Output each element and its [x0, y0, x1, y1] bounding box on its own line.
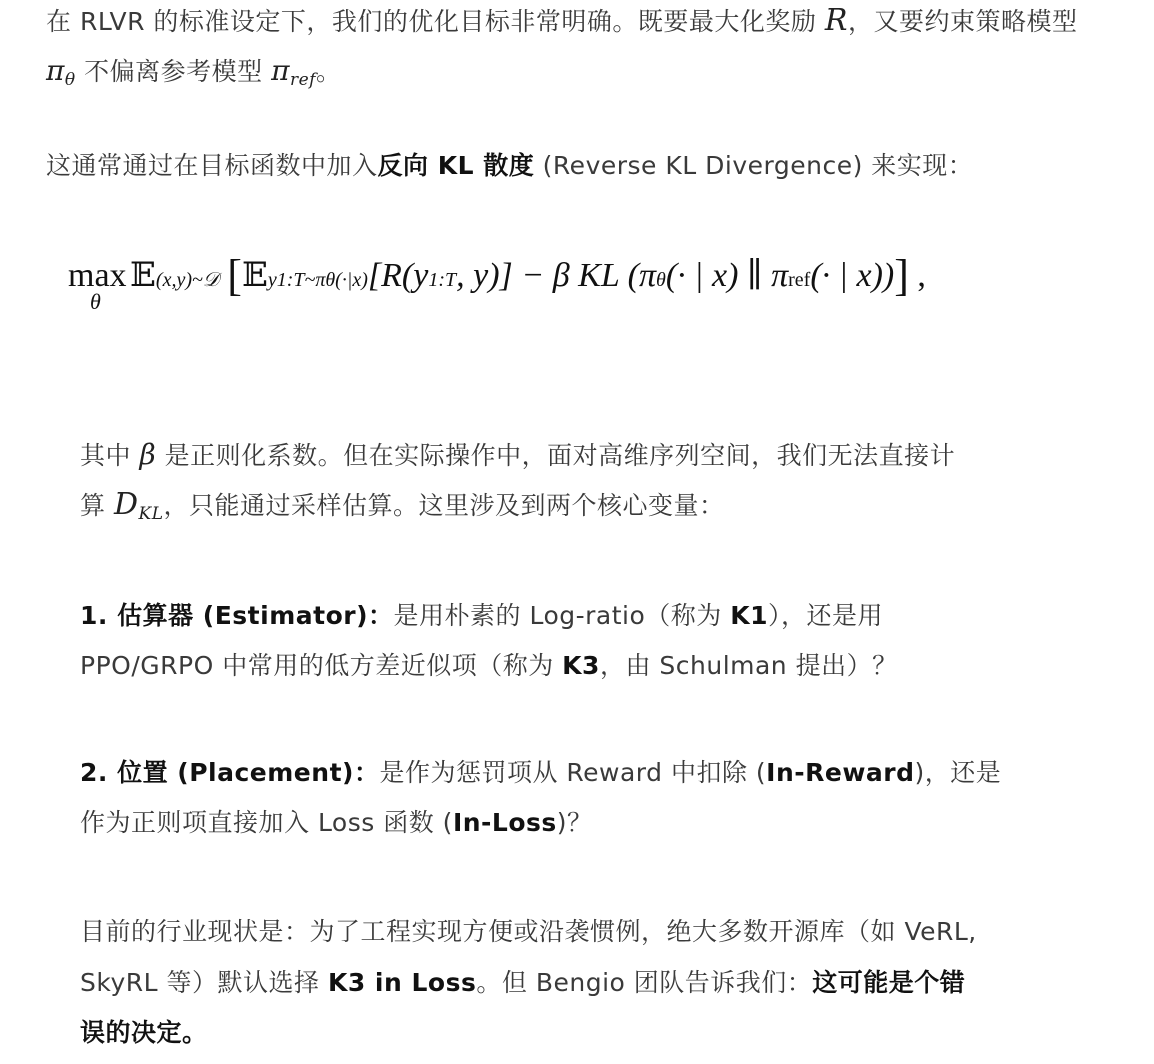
intro-text: ，又要约束策略模型: [847, 7, 1078, 36]
reward-term: [R(y: [367, 257, 429, 294]
intro-text: 。: [315, 57, 342, 86]
intro-text: 在 RLVR 的标准设定下，我们的优化目标非常明确。既要最大化奖励: [46, 7, 825, 36]
expectation-inner: 𝔼: [241, 257, 268, 294]
kl-term: − β KL (π: [512, 257, 656, 294]
objective-formula: max θ 𝔼(x,y)~𝒟 [𝔼y1:T~πθ(·|x)[R(y1:T, y)] − β KL (πθ(· | x) ∥ πref(· | x))] ,: [68, 251, 926, 314]
conclusion-emphasis-end: 误的决定。: [80, 1018, 208, 1047]
regularization-line-2: 算 $D_{KL}$，只能通过采样估算。这里涉及到两个核心变量：: [80, 487, 725, 524]
industry-line-3: [80, 1013, 208, 1049]
policy-symbol: π: [46, 54, 65, 87]
conclusion-emphasis: 这可能是个错: [812, 968, 966, 997]
intro-line-1: [46, 2, 1077, 38]
kl-intro-text: (Reverse KL Divergence) 来实现：: [534, 151, 974, 180]
industry-line-2: SkyRL 等）默认选择 K3 in Loss。但 Bengio 团队告诉我们：这可能是个错: [80, 968, 966, 997]
kl-divergence-symbol: D: [113, 487, 139, 522]
intro-line-2: [46, 52, 341, 90]
estimator-heading: 1. 估算器 (Estimator)：: [80, 601, 394, 630]
estimator-line-1: 1. 估算器 (Estimator)：是用朴素的 Log-ratio（称为 K1），还是用: [80, 601, 884, 630]
beta-symbol: β: [139, 438, 157, 471]
reverse-kl-term: 反向 KL 散度: [377, 151, 535, 180]
in-reward-label: In-Reward: [766, 758, 915, 787]
estimator-line-2: PPO/GRPO 中常用的低方差近似项（称为 K3，由 Schulman 提出）？: [80, 651, 898, 680]
policy-subscript: θ: [64, 70, 76, 90]
industry-line-1: 目前的行业现状是：为了工程实现方便或沿袭惯例，绝大多数开源库（如 VeRL,: [80, 917, 977, 946]
expectation-outer: 𝔼: [130, 257, 156, 294]
kl-intro-text: 这通常通过在目标函数中加入: [46, 151, 378, 180]
placement-heading: 2. 位置 (Placement)：: [80, 758, 380, 787]
max-operator: max θ: [68, 257, 127, 314]
k1-label: K1: [730, 601, 769, 630]
reward-symbol: R: [824, 3, 848, 38]
intro-text: 不偏离参考模型: [75, 57, 272, 86]
in-loss-label: In-Loss: [452, 808, 557, 837]
k3-label: K3: [562, 651, 600, 680]
placement-line-1: 2. 位置 (Placement)：是作为惩罚项从 Reward 中扣除 (In-Reward)，还是: [80, 758, 1002, 787]
ref-policy-symbol: π: [271, 54, 290, 87]
k3-in-loss-label: K3 in Loss: [327, 968, 477, 997]
ref-policy-subscript: ref: [289, 70, 316, 90]
kl-intro-line: [46, 146, 973, 182]
placement-line-2: 作为正则项直接加入 Loss 函数 (In-Loss)？: [80, 808, 593, 837]
regularization-line-1: 其中 β 是正则化系数。但在实际操作中，面对高维序列空间，我们无法直接计: [80, 438, 956, 471]
